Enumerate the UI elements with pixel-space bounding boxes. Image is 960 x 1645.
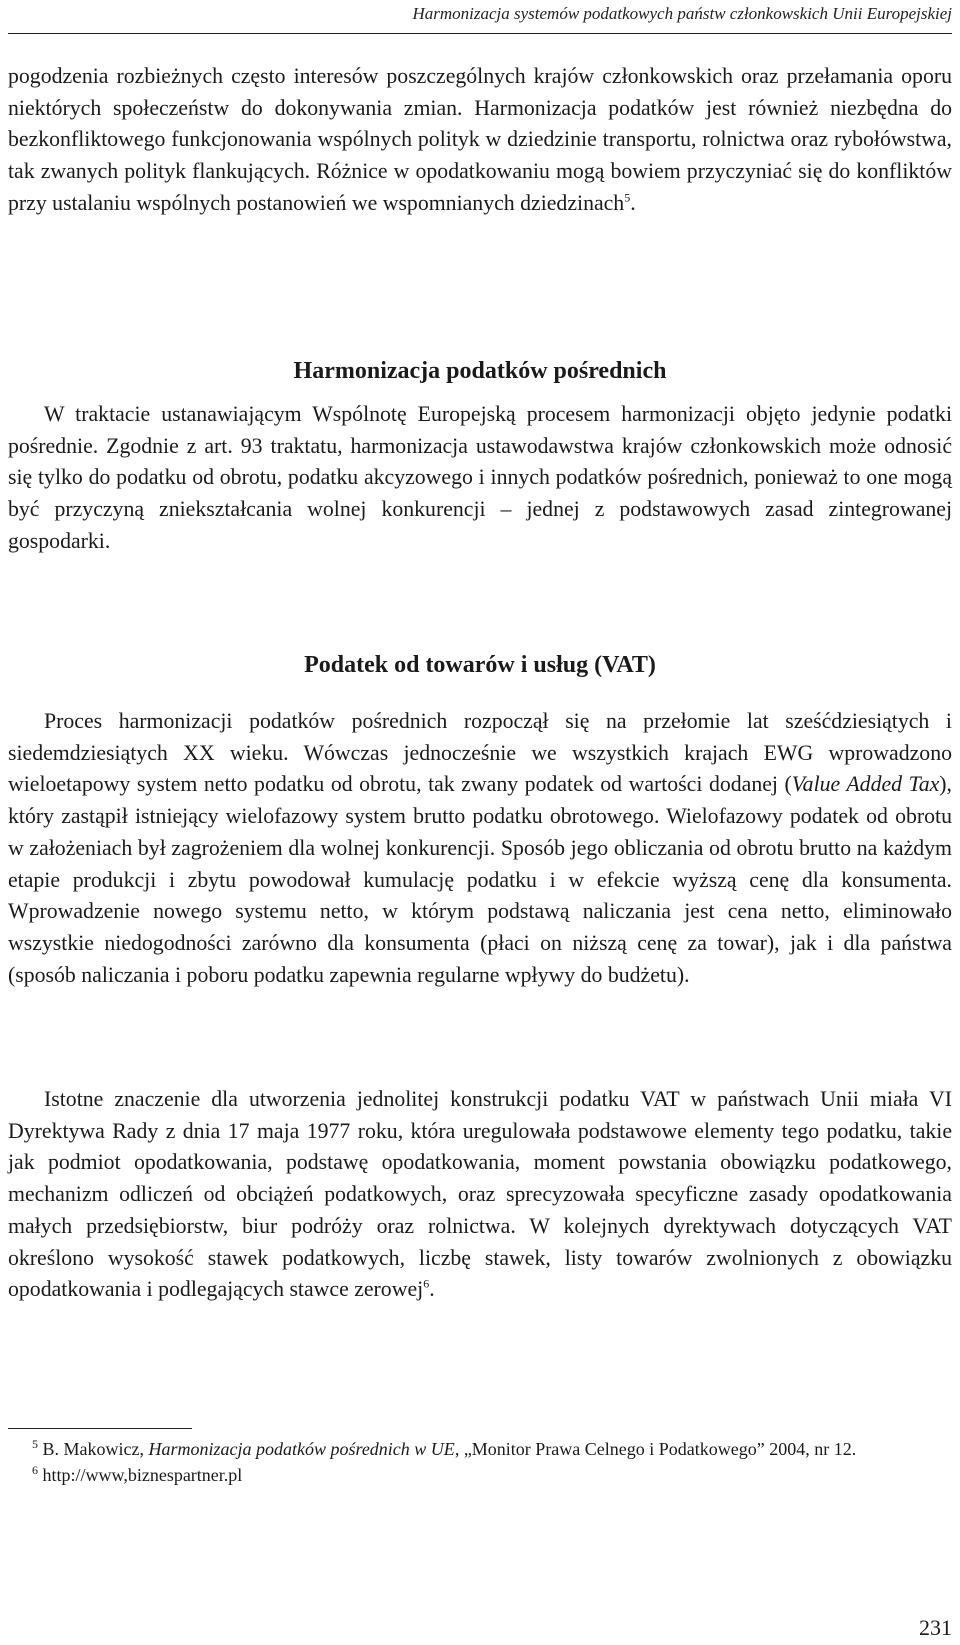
paragraph-text: pogodzenia rozbieżnych często interesów poszczególnych krajów członkowskich oraz przełamania oporu niektórych społeczeństw do dokonywania zmian. Harmonizacja podatków jest również niezbędna do bezkonfliktowego funkcjonowania wspólnych polityk w dziedzinie transportu, rolnictwa oraz rybołówstwa, tak zwanych polityk flankujących. Różnice w opodatkowaniu mogą bowiem przyczyniać się do konfliktów przy ustalaniu wspólnych postanowień we wspomnianych dziedzinach <box>8 64 952 215</box>
paragraph-text: ), który zastąpił istniejący wielofazowy system brutto podatku obrotowego. Wielofazowy podatek od obrotu w założeniach był zagrożeniem dla wolnej konkurencji. Sposób jego obliczania od obrotu brutto na każdym etapie produkcji i zbytu powodował kumulację podatku i w efekcie wyższą cenę dla konsumenta. Wprowadzenie nowego systemu netto, w którym podstawą naliczania jest cena netto, eliminowało wszystkie niedogodności zarówno dla konsumenta (płaci on niższą cenę za towar), jak i dla państwa (sposób naliczania i poboru podatku zapewnia regularne wpływy do budżetu). <box>8 772 953 987</box>
body-paragraph-2: W traktacie ustanawiającym Wspólnotę Europejską procesem harmonizacji objęto jedynie podatki pośrednie. Zgodnie z art. 93 traktatu, harmonizacja ustawodawstwa krajów członkowskich może odnosić się tylko do podatku od obrotu, podatku akcyzowego i innych podatków pośrednich, ponieważ to one mogą być przyczyną zniekształcania wolnej konkurencji – jednej z podstawowych zasad zintegrowanej gospodarki. <box>8 402 952 553</box>
footnote-ref-6: 6 <box>423 1276 430 1291</box>
footnote-ref-5: 5 <box>624 190 631 205</box>
footnote-link-text: http://www,biznespartner.pl <box>38 1465 243 1485</box>
footnotes <box>8 1436 952 1488</box>
section-heading-indirect-taxes: Harmonizacja podatków pośrednich <box>293 358 667 384</box>
paragraph-italic-term: Value Added Tax <box>791 772 940 797</box>
footnote-divider <box>8 1428 192 1429</box>
body-paragraph-3 <box>8 706 952 991</box>
section-heading-vat: Podatek od towarów i usług (VAT) <box>304 652 656 678</box>
footnote-text: B. Makowicz, <box>38 1439 149 1459</box>
footnote-number: 5 <box>32 1437 38 1451</box>
page-number: 231 <box>919 1615 952 1640</box>
footnote-text: , „Monitor Prawa Celnego i Podatkowego” 2004, nr 12. <box>454 1439 857 1459</box>
footnote-5 <box>8 1436 952 1462</box>
footnote-number: 6 <box>32 1463 38 1477</box>
paragraph-end: . <box>630 190 636 215</box>
body-paragraph-1 <box>8 61 952 220</box>
footnote-6 <box>8 1462 952 1488</box>
paragraph-end: . <box>429 1277 435 1302</box>
running-header: Harmonizacja systemów podatkowych państw członkowskich Unii Europejskiej <box>412 4 952 23</box>
paragraph-text: Proces harmonizacji podatków pośrednich rozpoczął się na przełomie lat sześćdziesiątych i siedemdziesiątych XX wieku. Wówczas jednocześnie we wszystkich krajach EWG wprowadzono wieloetapowy system netto podatku od obrotu, tak zwany podatek od wartości dodanej ( <box>8 709 952 797</box>
header-divider <box>8 33 952 34</box>
body-paragraph-4 <box>8 1084 952 1306</box>
footnote-italic-title: Harmonizacja podatków pośrednich w UE <box>148 1439 455 1459</box>
paragraph-text: Istotne znaczenie dla utworzenia jednolitej konstrukcji podatku VAT w państwach Unii miała VI Dyrektywa Rady z dnia 17 maja 1977 roku, która uregulowała podstawowe elementy tego podatku, takie jak podmiot opodatkowania, podstawę opodatkowania, moment powstania obowiązku podatkowego, mechanizm odliczeń od obciążeń podatkowych, oraz sprecyzowała specyficzne zasady opodatkowania małych przedsiębiorstw, biur podróży oraz rolnictwa. W kolejnych dyrektywach dotyczących VAT określono wysokość stawek podatkowych, liczbę stawek, listy towarów zwolnionych z obowiązku opodatkowania i podlegających stawce zerowej <box>8 1087 952 1302</box>
